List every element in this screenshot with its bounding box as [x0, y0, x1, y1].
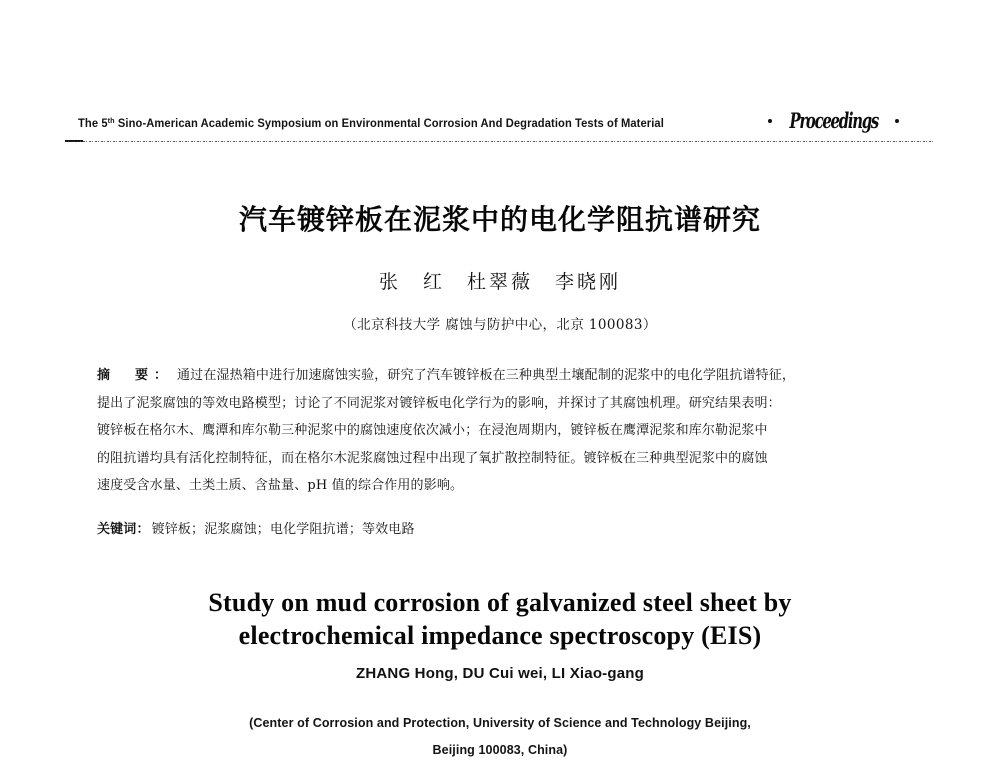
- symposium-prefix: The 5: [78, 118, 108, 130]
- abstract-line: 速度受含水量、土类土质、含盐量、pH 值的综合作用的影响。: [97, 478, 464, 493]
- keywords-text: 镀锌板；泥浆腐蚀；电化学阻抗谱；等效电路: [151, 522, 415, 537]
- affiliation-english-line1: (Center of Corrosion and Protection, University of Science and Technology Beijing,: [249, 716, 751, 730]
- affiliation-english: [0, 710, 1000, 764]
- proceedings-label: Proceedings: [789, 108, 878, 134]
- abstract-line: [97, 362, 925, 390]
- abstract-line: 镀锌板在格尔木、鹰潭和库尔勒三种泥浆中的腐蚀速度依次减小；在浸泡周期内，镀锌板在鹰潭泥浆和库尔勒泥浆中: [97, 423, 768, 438]
- page-title-english: [0, 586, 1000, 652]
- keywords-chinese: [97, 518, 415, 537]
- symposium-title: Sino-American Academic Symposium on Environmental Corrosion And Degradation Tests of Material: [114, 118, 664, 130]
- bullet-dot-left-icon: [768, 119, 772, 123]
- ordinal-suffix: th: [107, 116, 115, 125]
- abstract-label: 摘 要：: [97, 368, 174, 383]
- abstract-chinese: [97, 362, 925, 500]
- authors-chinese: 张 红 杜翠薇 李晓刚: [378, 271, 621, 293]
- abstract-text: 通过在湿热箱中进行加速腐蚀实验，研究了汽车镀锌板在三种典型土壤配制的泥浆中的电化学阻抗谱特征，: [177, 368, 796, 383]
- running-header: [0, 108, 1000, 150]
- affiliation-english-line2: Beijing 100083, China): [432, 743, 568, 757]
- authors-english: ZHANG Hong, DU Cui wei, LI Xiao-gang: [355, 665, 645, 682]
- symposium-header-text: [78, 116, 664, 130]
- header-divider: [65, 141, 935, 142]
- english-title-line1: Study on mud corrosion of galvanized steel sheet by: [208, 588, 792, 617]
- affiliation-chinese: （北京科技大学 腐蚀与防护中心，北京 100083）: [343, 317, 657, 333]
- bullet-dot-right-icon: [895, 119, 899, 123]
- abstract-line: 提出了泥浆腐蚀的等效电路模型；讨论了不同泥浆对镀锌板电化学行为的影响，并探讨了其腐蚀机理。研究结果表明：: [97, 395, 781, 411]
- abstract-line: 的阻抗谱均具有活化控制特征，而在格尔木泥浆腐蚀过程中出现了氧扩散控制特征。镀锌板在三种典型泥浆中的腐蚀: [97, 450, 768, 466]
- english-title-line2: electrochemical impedance spectroscopy (EIS): [238, 621, 762, 650]
- page-title-chinese: 汽车镀锌板在泥浆中的电化学阻抗谱研究: [238, 203, 761, 236]
- proceedings-logo: [768, 110, 899, 132]
- keywords-label: 关键词：: [97, 522, 150, 537]
